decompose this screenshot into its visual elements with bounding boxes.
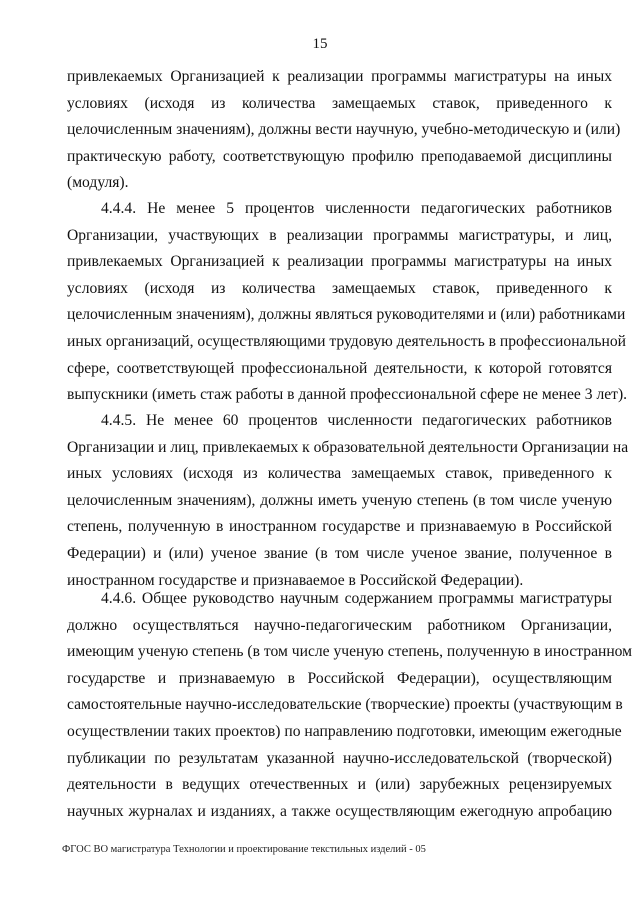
text-line: сфере, соответствующей профессиональной деятельности, к которой готовятся <box>67 359 612 377</box>
text-line: иностранном государстве и признаваемое в Российской Федерации). <box>67 571 524 589</box>
text-line: привлекаемых Организацией к реализации программы магистратуры на иных <box>67 68 612 85</box>
text-line: научных журналах и изданиях, а также осуществляющим ежегодную апробацию <box>67 802 612 820</box>
text-line: выпускники (иметь стаж работы в данной профессиональной сфере не менее 3 лет). <box>67 386 628 404</box>
text-line: 4.4.5. Не менее 60 процентов численности педагогических работников <box>101 412 612 429</box>
text-line: должно осуществляться научно-педагогическим работником Организации, <box>67 616 612 634</box>
text-line: практическую работу, соответствующую профилю преподаваемой дисциплины <box>67 147 612 165</box>
text-line: самостоятельные научно-исследовательские (творческие) проекты (участвующим в <box>67 696 623 714</box>
text-line: Организации, участвующих в реализации программы магистратуры, и лиц, <box>67 226 612 244</box>
text-line: 4.4.6. Общее руководство научным содержанием программы магистратуры <box>101 590 612 607</box>
text-line: деятельности в ведущих отечественных и (или) зарубежных рецензируемых <box>67 776 612 794</box>
text-line: Федерации) и (или) ученое звание (в том числе ученое звание, полученное в <box>67 544 612 562</box>
text-line: Организации и лиц, привлекаемых к образовательной деятельности Организации на <box>67 438 629 456</box>
text-line: иных организаций, осуществляющими трудовую деятельность в профессиональной <box>67 332 626 350</box>
text-line: имеющим ученую степень (в том числе ученую степень, полученную в иностранном <box>67 643 633 661</box>
text-line: 4.4.4. Не менее 5 процентов численности педагогических работников <box>101 200 612 217</box>
text-line: иных условиях (исходя из количества замещаемых ставок, приведенного к <box>67 465 612 483</box>
text-line: публикации по результатам указанной научно-исследовательской (творческой) <box>67 749 612 767</box>
text-line: целочисленным значениям), должны являться руководителями и (или) работниками <box>67 306 626 324</box>
paragraph-continuation <box>67 64 621 197</box>
paragraph-4-4-4 <box>67 196 628 409</box>
paragraph-4-4-5 <box>67 408 629 594</box>
text-line: (модуля). <box>67 174 129 192</box>
paragraph-4-4-6 <box>67 586 633 825</box>
document-footer: ФГОС ВО магистратура Технологии и проектирование текстильных изделий - 05 <box>62 844 426 855</box>
text-line: осуществлении таких проектов) по направлению подготовки, имеющим ежегодные <box>67 722 622 740</box>
page-number: 15 <box>312 36 328 52</box>
text-line: условиях (исходя из количества замещаемых ставок, приведенного к <box>67 94 612 112</box>
text-line: степень, полученную в иностранном государстве и признаваемую в Российской <box>67 518 612 536</box>
text-line: целочисленным значениям), должны иметь ученую степень (в том числе ученую <box>67 491 612 509</box>
text-line: привлекаемых Организацией к реализации программы магистратуры на иных <box>67 253 612 271</box>
text-line: государстве и признаваемую в Российской Федерации), осуществляющим <box>67 669 612 687</box>
text-line: целочисленным значениям), должны вести научную, учебно-методическую и (или) <box>67 121 621 139</box>
text-line: условиях (исходя из количества замещаемых ставок, приведенного к <box>67 279 612 297</box>
